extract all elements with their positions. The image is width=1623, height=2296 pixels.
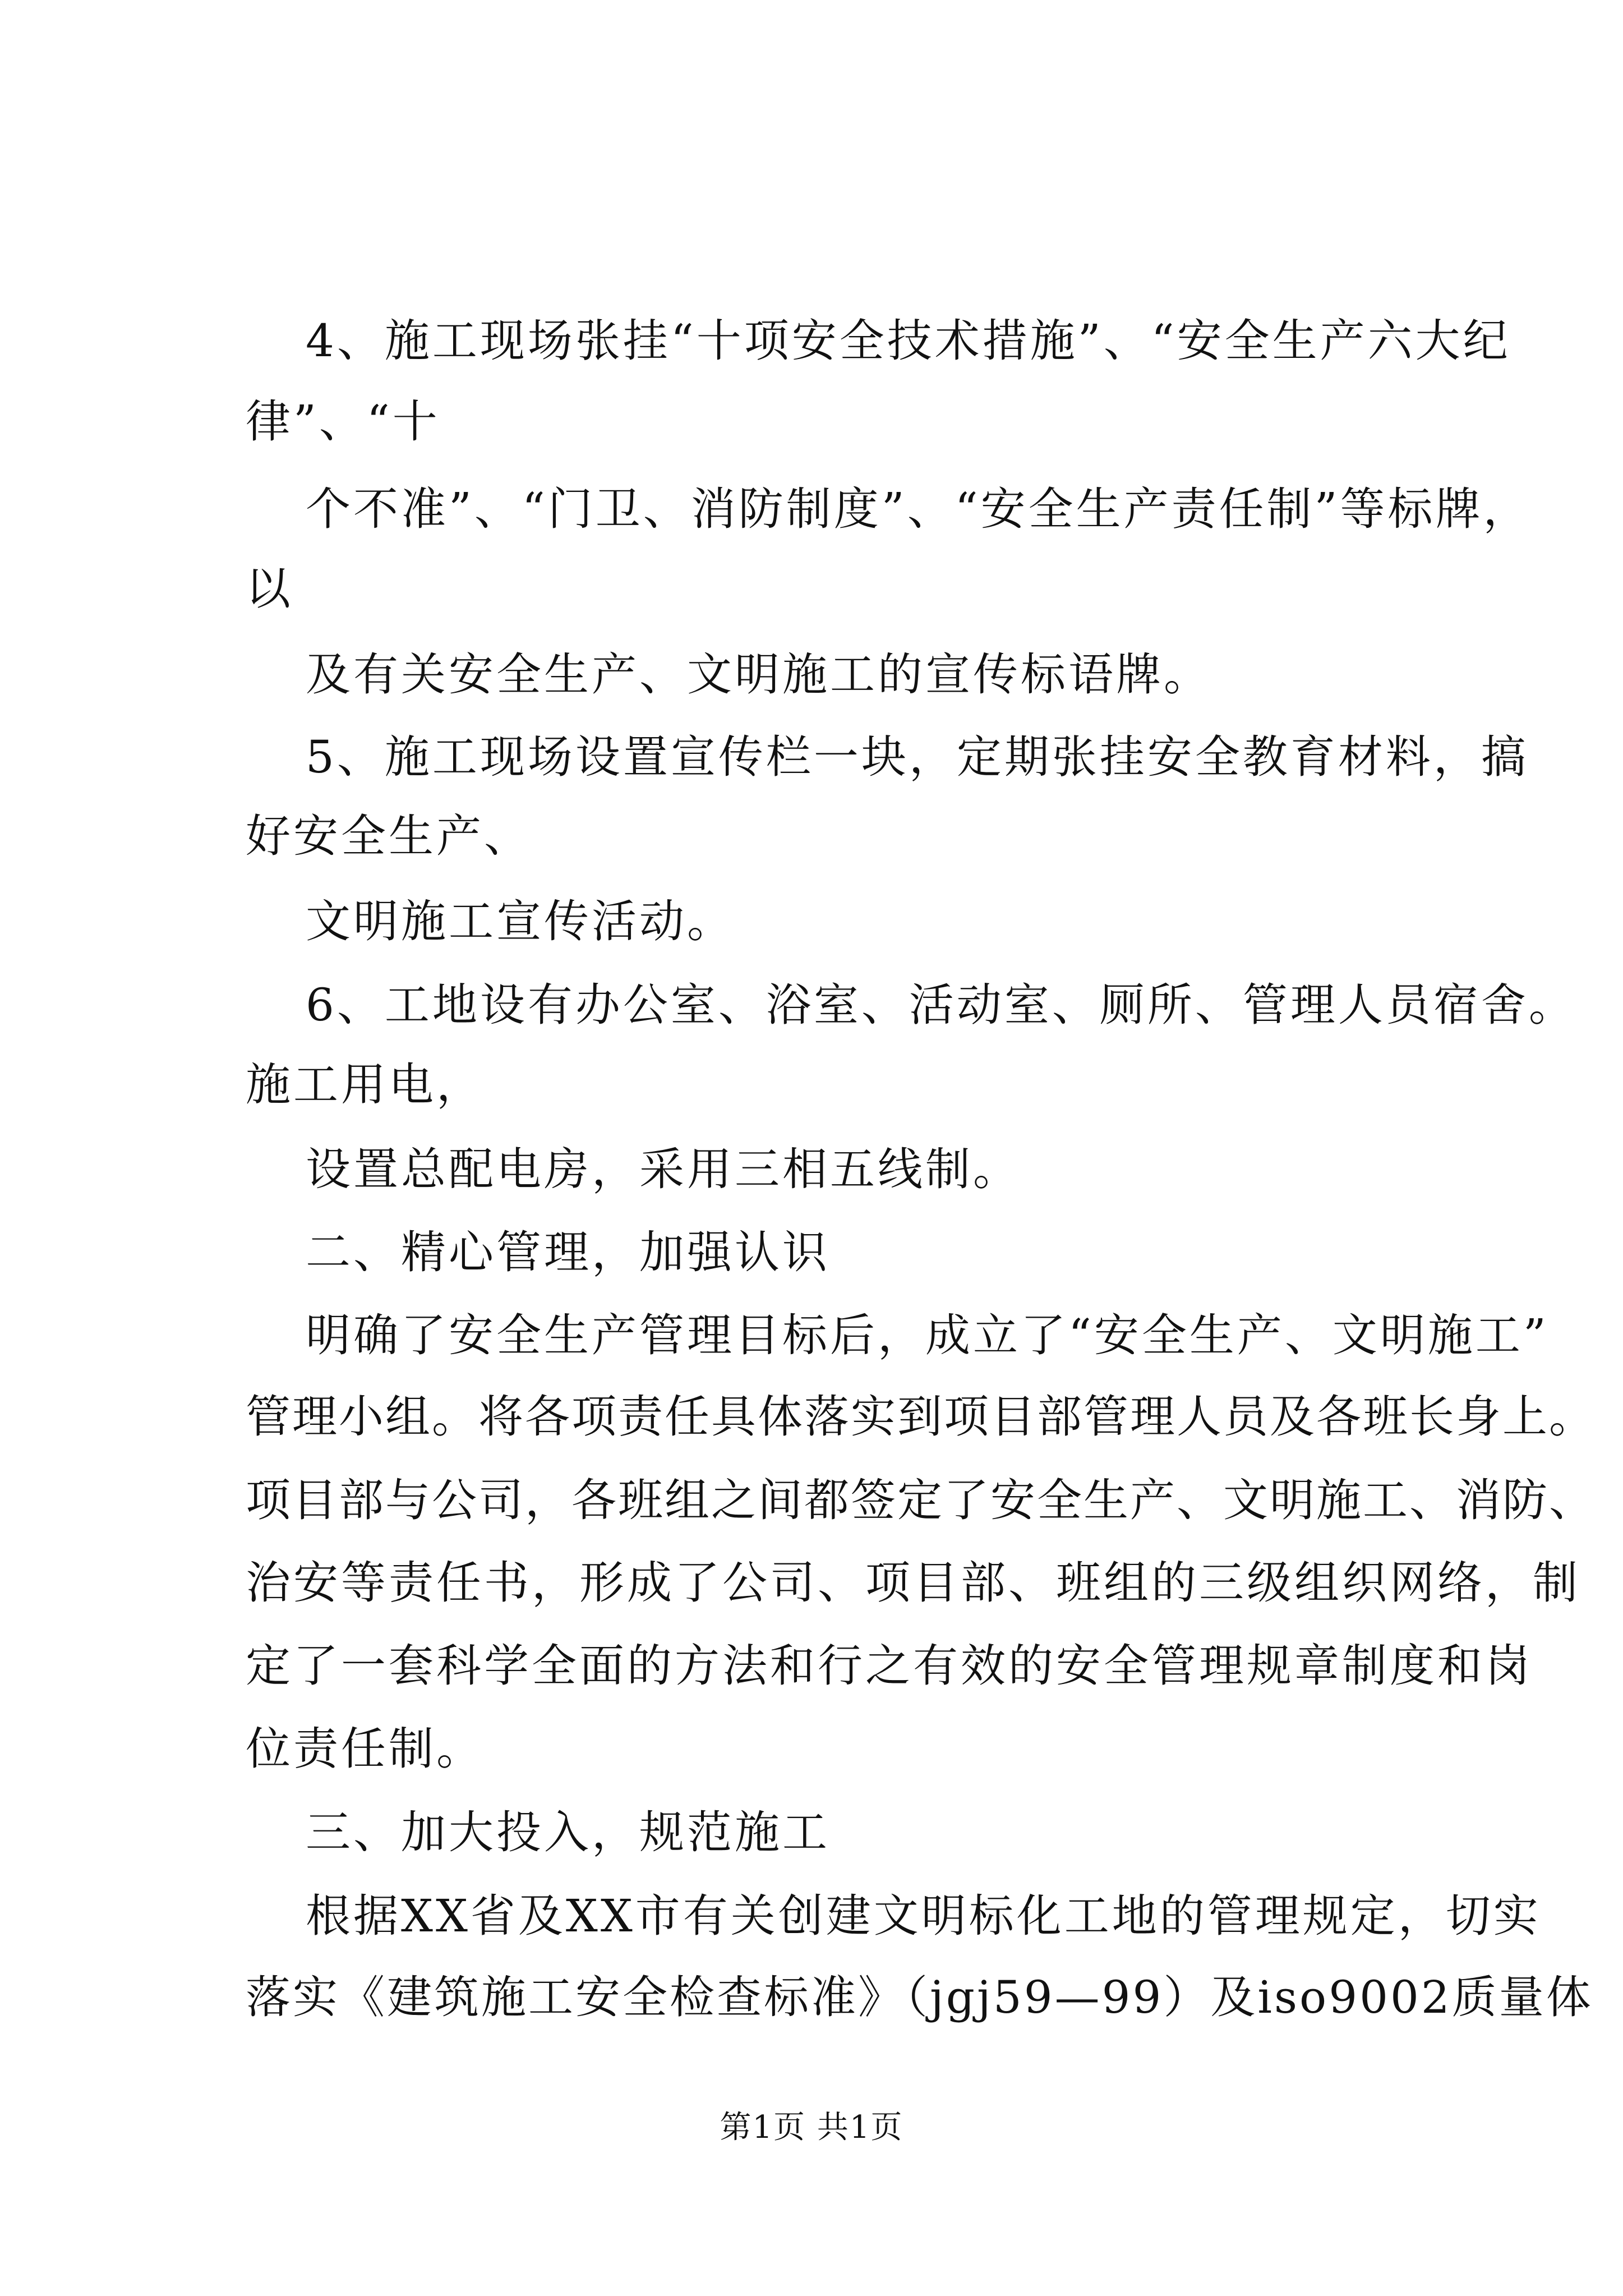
page-number-footer: 第1页 共1页 <box>720 2109 903 2146</box>
text-line: 位责任制。 <box>246 1723 484 1775</box>
text-line: 文明施工宣传活动。 <box>306 895 735 947</box>
text-line: 律”、“十 <box>246 395 440 448</box>
text-line: 明确了安全生产管理目标后，成立了“安全生产、文明施工” <box>306 1309 1549 1361</box>
text-line: 项目部与公司，各班组之间都签定了安全生产、文明施工、消防、 <box>246 1474 1596 1526</box>
text-line: 治安等责任书，形成了公司、项目部、班组的三级组织网络，制 <box>246 1557 1580 1609</box>
text-line: 5、施工现场设置宣传栏一块，定期张挂安全教育材料，搞 <box>306 731 1529 783</box>
text-line: 施工用电， <box>246 1059 484 1111</box>
section-heading: 三、加大投入，规范施工 <box>306 1806 830 1858</box>
text-line: 根据XX省及XX市有关创建文明标化工地的管理规定，切实 <box>306 1890 1541 1942</box>
text-line: 及有关安全生产、文明施工的宣传标语牌。 <box>306 648 1211 701</box>
text-line: 设置总配电房，采用三相五线制。 <box>306 1143 1021 1195</box>
section-heading: 二、精心管理，加强认识 <box>306 1226 830 1278</box>
text-line: 4、施工现场张挂“十项安全技术措施”、“安全生产六大纪 <box>306 315 1511 367</box>
text-line: 管理小组。将各项责任具体落实到项目部管理人员及各班长身上。 <box>246 1391 1596 1443</box>
text-line: 定了一套科学全面的方法和行之有效的安全管理规章制度和岗 <box>246 1640 1533 1692</box>
text-line: 以 <box>246 563 293 615</box>
text-line: 落实《建筑施工安全检查标准》（jgj59—99）及iso9002质量体 <box>246 1971 1593 2023</box>
text-line: 6、工地设有办公室、浴室、活动室、厕所、管理人员宿舍。 <box>306 979 1576 1031</box>
text-line: 好安全生产、 <box>246 810 532 862</box>
text-line: 个不准”、“门卫、消防制度”、“安全生产责任制”等标牌， <box>306 483 1531 535</box>
